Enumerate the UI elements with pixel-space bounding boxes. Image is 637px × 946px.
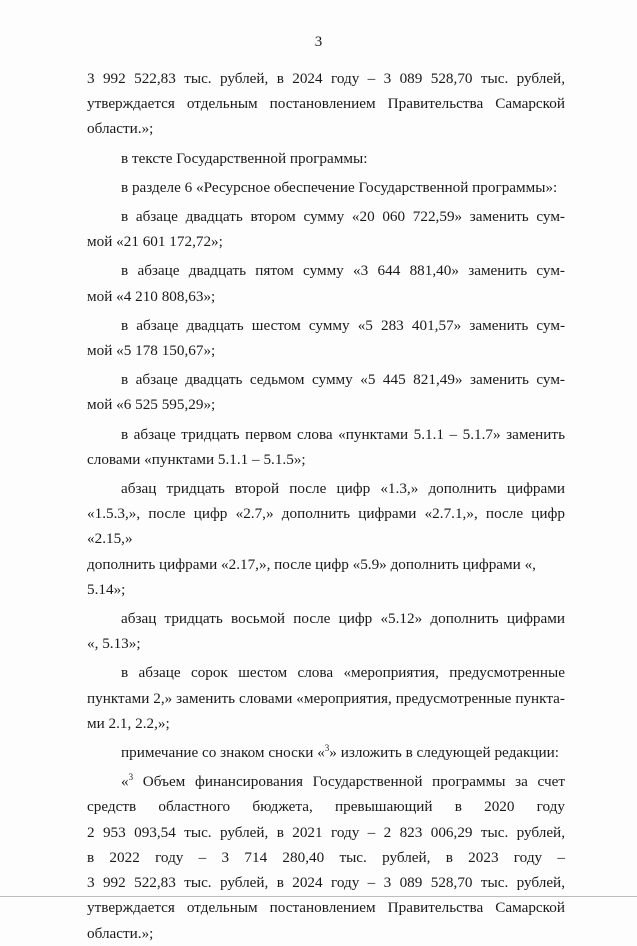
footnote-mark: 3 xyxy=(324,743,330,754)
paragraph-top-continuation: 3 992 522,83 тыс. рублей, в 2024 году – 3 089 528,70 тыс. рублей, утверждается отдельным постановлением Правительства Самарской области.»; xyxy=(87,70,565,138)
paragraph-section-6: в разделе 6 «Ресурсное обеспечение Государственной программы»: xyxy=(121,178,558,196)
paragraph-abzac-26: в абзаце двадцать шестом сумму «5 283 401,57» заменить сум- мой «5 178 150,67»; xyxy=(87,316,565,360)
paragraph-abzac-25: в абзаце двадцать пятом сумму «3 644 881,40» заменить сум- мой «4 210 808,63»; xyxy=(87,262,565,305)
document-body xyxy=(87,66,565,946)
paragraph-text-program: в тексте Государственной программы: xyxy=(121,149,368,167)
paragraph-abzac-46: в абзаце сорок шестом слова «мероприятия, предусмотренные пунктами 2,» заменить словами «мероприятия, предусмотренные пункта- ми 2.1, 2.2,»; xyxy=(87,664,565,732)
page-bottom-edge xyxy=(0,896,637,897)
paragraph-abzac-31: в абзаце тридцать первом слова «пунктами 5.1.1 – 5.1.7» заменить словами «пунктами 5.1.1 – 5.1.5»; xyxy=(87,425,565,468)
page-number: 3 xyxy=(314,34,323,50)
paragraph-footnote: «$^3$ Объем финансирования Государственной программы за счет средств областного бюджета, превышающий в 2020 году 2 953 093,54 тыс. рублей, в 2021 году – 2 823 006,29 тыс. рублей, в 2022 году – 3 714 280,40 тыс. рублей, в 2023 году – 3 992 522,83 тыс. рублей, в 2024 году – 3 089 528,70 тыс. рублей, утверждается отдельным постановлением Правительства Самарской области.»; xyxy=(87,772,565,942)
paragraph-abzac-32: абзац тридцать второй после цифр «1.3,» дополнить цифрами «1.5.3,», после цифр «2.7,» дополнить цифрами «2.7.1,», после цифр «2.15,» дополнить цифрами «2.17,», после цифр «5.9» дополнить цифрами «, 5.14»; xyxy=(87,480,565,598)
paragraph-abzac-27: в абзаце двадцать седьмом сумму «5 445 821,49» заменить сум- мой «6 525 595,29»; xyxy=(87,371,565,414)
paragraph-abzac-38: абзац тридцать восьмой после цифр «5.12» дополнить цифрами «, 5.13»; xyxy=(87,610,565,653)
footnote-mark: 3 xyxy=(128,772,134,783)
paragraph-abzac-22: в абзаце двадцать втором сумму «20 060 722,59» заменить сум- мой «21 601 172,72»; xyxy=(87,208,565,251)
paragraph-note-intro: примечание со знаком сноски «$^3$» изложить в следующей редакции: xyxy=(121,743,560,762)
